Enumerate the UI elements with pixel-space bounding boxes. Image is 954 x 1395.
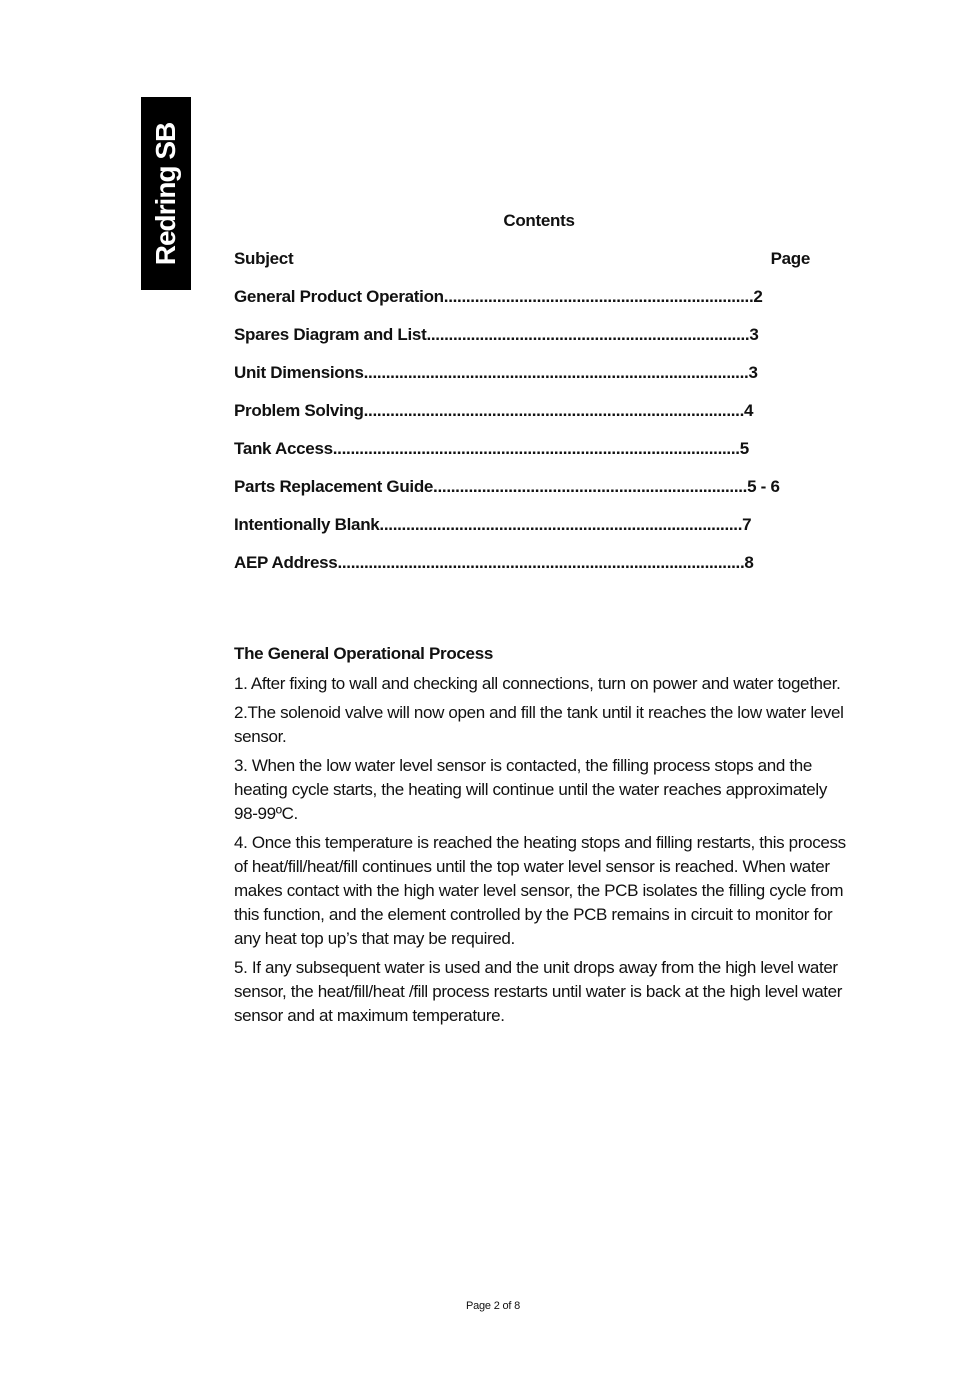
page-number-footer: Page 2 of 8 xyxy=(465,1300,521,1312)
toc-entry-aep-address: AEP Address............................................................................................8 xyxy=(234,553,754,572)
toc-entry-parts-replacement: Parts Replacement Guide.......................................................................5 - 6 xyxy=(234,477,780,496)
toc-entry-general-product-operation: General Product Operation......................................................................2 xyxy=(234,287,763,306)
toc-subject-label: Subject xyxy=(234,249,294,268)
toc-page-label: Page xyxy=(770,249,810,268)
process-section-title: The General Operational Process xyxy=(234,644,494,663)
process-step-1: 1. After fixing to wall and checking all connections, turn on power and water together. xyxy=(234,674,841,693)
toc-entry-spares-diagram: Spares Diagram and List.........................................................................3 xyxy=(234,325,759,344)
toc-entry-problem-solving: Problem Solving......................................................................................4 xyxy=(234,401,754,420)
brand-side-tab xyxy=(141,97,191,290)
toc-header xyxy=(234,249,810,269)
contents-heading: Contents xyxy=(503,211,575,230)
toc-entry-unit-dimensions: Unit Dimensions.......................................................................................3 xyxy=(234,363,758,382)
process-paragraphs xyxy=(234,672,846,1033)
process-step-5: 5. If any subsequent water is used and the unit drops away from the high level water sensor, the heat/fill/heat /fill process restarts until water is back at the high level water sensor and at maximum temperature. xyxy=(234,958,843,1025)
toc-entry-tank-access: Tank Access............................................................................................5 xyxy=(234,439,749,458)
toc-list xyxy=(234,287,854,591)
process-step-3: 3. When the low water level sensor is contacted, the filling process stops and the heating cycle starts, the heating will continue until the water reaches approximately 98-99ºC. xyxy=(234,756,827,823)
process-step-4: 4. Once this temperature is reached the heating stops and filling restarts, this process of heat/fill/heat/fill continues until the top water level sensor is reached. When water makes contact with the high water level sensor, the PCB isolates the filling cycle from this function, and the element controlled by the PCB remains in circuit to monitor for any heat top up’s that may be required. xyxy=(234,833,846,948)
process-step-2: 2.The solenoid valve will now open and fill the tank until it reaches the low water level sensor. xyxy=(234,703,844,746)
brand-side-tab-text: Redring SB xyxy=(150,122,181,265)
toc-entry-intentionally-blank: Intentionally Blank..................................................................................7 xyxy=(234,515,752,534)
